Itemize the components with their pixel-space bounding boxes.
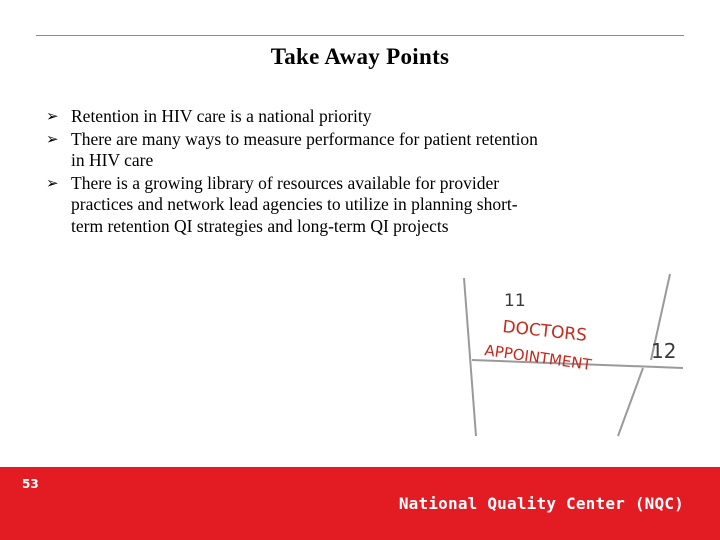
bullet-text: There are many ways to measure performance for patient retention in HIV care [71, 128, 538, 170]
bullet-text: Retention in HIV care is a national priority [71, 106, 372, 126]
calendar-appointment-image [458, 268, 688, 438]
slide-title: Take Away Points [270, 44, 450, 69]
handwriting-line-2: APPOINTMENT [483, 341, 593, 374]
bullet-item [46, 173, 546, 238]
organization-name: National Quality Center (NQC) [398, 494, 684, 513]
day-number-right: 12 [651, 339, 677, 363]
arrow-bullet-icon: ➢ [46, 173, 59, 192]
top-rule [36, 35, 684, 36]
page-number: 53 [22, 477, 39, 491]
day-number-left: 11 [504, 291, 526, 311]
bullet-item [46, 129, 546, 172]
bullet-text: There is a growing library of resources available for provider practices and network lead agencies to utilize in planning short-term retention QI strategies and long-term QI projects [71, 172, 518, 236]
bullet-item [46, 106, 546, 128]
bullet-list [46, 106, 546, 238]
arrow-bullet-icon: ➢ [46, 129, 59, 148]
handwriting-line-1: DOCTORS [501, 317, 588, 346]
arrow-bullet-icon: ➢ [46, 107, 59, 125]
